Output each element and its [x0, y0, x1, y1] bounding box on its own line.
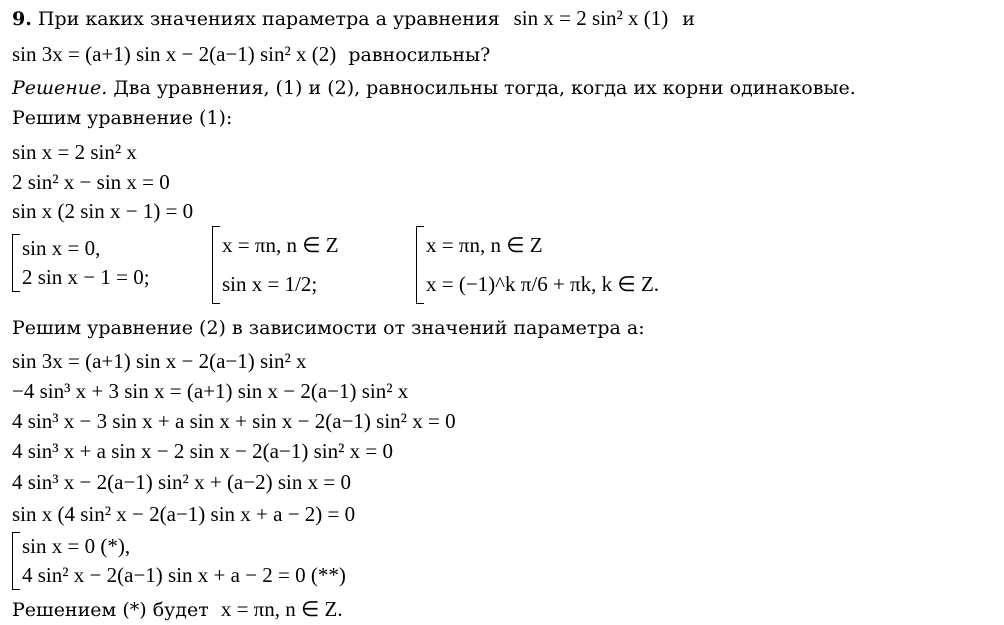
solution-label: Решение. — [12, 77, 108, 99]
system-3-row-2: x = (−1)^k π/6 + πk, k ∈ Z. — [426, 272, 660, 296]
system-bracket — [212, 226, 220, 304]
system-1-row-1: sin x = 0, — [22, 236, 101, 260]
system-bracket — [12, 532, 20, 590]
problem-line-1 — [12, 6, 695, 31]
final-equation: x = πn, n ∈ Z. — [220, 597, 343, 621]
equation-1: sin x = 2 sin² x (1) — [513, 6, 669, 30]
step2-title: Решим уравнение (2) в зависимости от значений параметра a: — [12, 317, 645, 339]
final-line — [12, 597, 343, 622]
equation-2: sin 3x = (a+1) sin x − 2(a−1) sin² x (2) — [12, 42, 337, 66]
system-1 — [12, 234, 150, 292]
step1-eq-1: sin x = 2 sin² x — [12, 140, 137, 164]
conjunction: и — [682, 8, 695, 30]
system-2-row-1: x = πn, n ∈ Z — [222, 233, 339, 257]
problem-text: При каких значениях параметра a уравнения — [37, 8, 500, 30]
step1-eq-3: sin x (2 sin x − 1) = 0 — [12, 199, 194, 223]
problem-number: 9. — [12, 8, 32, 30]
system-2-row-2: sin x = 1/2; — [222, 272, 318, 296]
system-2 — [212, 226, 339, 304]
system-bracket — [416, 226, 424, 304]
solution-text: Два уравнения, (1) и (2), равносильны тогда, когда их корни одинаковые. — [113, 77, 856, 99]
step2-eq-5: 4 sin³ x − 2(a−1) sin² x + (a−2) sin x = 0 — [12, 470, 351, 494]
step2-eq-1: sin 3x = (a+1) sin x − 2(a−1) sin² x — [12, 349, 307, 373]
system-3 — [416, 226, 659, 304]
system-3-row-1: x = πn, n ∈ Z — [426, 233, 543, 257]
system-bracket — [12, 234, 20, 292]
system-1-row-2: 2 sin x − 1 = 0; — [22, 265, 150, 289]
step2-eq-6: sin x (4 sin² x − 2(a−1) sin x + a − 2) = 0 — [12, 502, 356, 526]
system-4 — [12, 532, 346, 590]
step2-eq-4: 4 sin³ x + a sin x − 2 sin x − 2(a−1) sin² x = 0 — [12, 439, 393, 463]
step2-eq-3: 4 sin³ x − 3 sin x + a sin x + sin x − 2(a−1) sin² x = 0 — [12, 409, 456, 433]
system-4-row-1: sin x = 0 (*), — [22, 534, 131, 558]
step2-eq-2: −4 sin³ x + 3 sin x = (a+1) sin x − 2(a−1) sin² x — [12, 379, 409, 403]
step1-eq-2: 2 sin² x − sin x = 0 — [12, 170, 170, 194]
final-text: Решением (*) будет — [12, 599, 209, 621]
solution-line — [12, 76, 856, 100]
problem-end: равносильны? — [348, 44, 491, 66]
step1-title: Решим уравнение (1): — [12, 107, 233, 129]
problem-line-2 — [12, 42, 490, 67]
system-4-row-2: 4 sin² x − 2(a−1) sin x + a − 2 = 0 (**) — [22, 563, 346, 587]
